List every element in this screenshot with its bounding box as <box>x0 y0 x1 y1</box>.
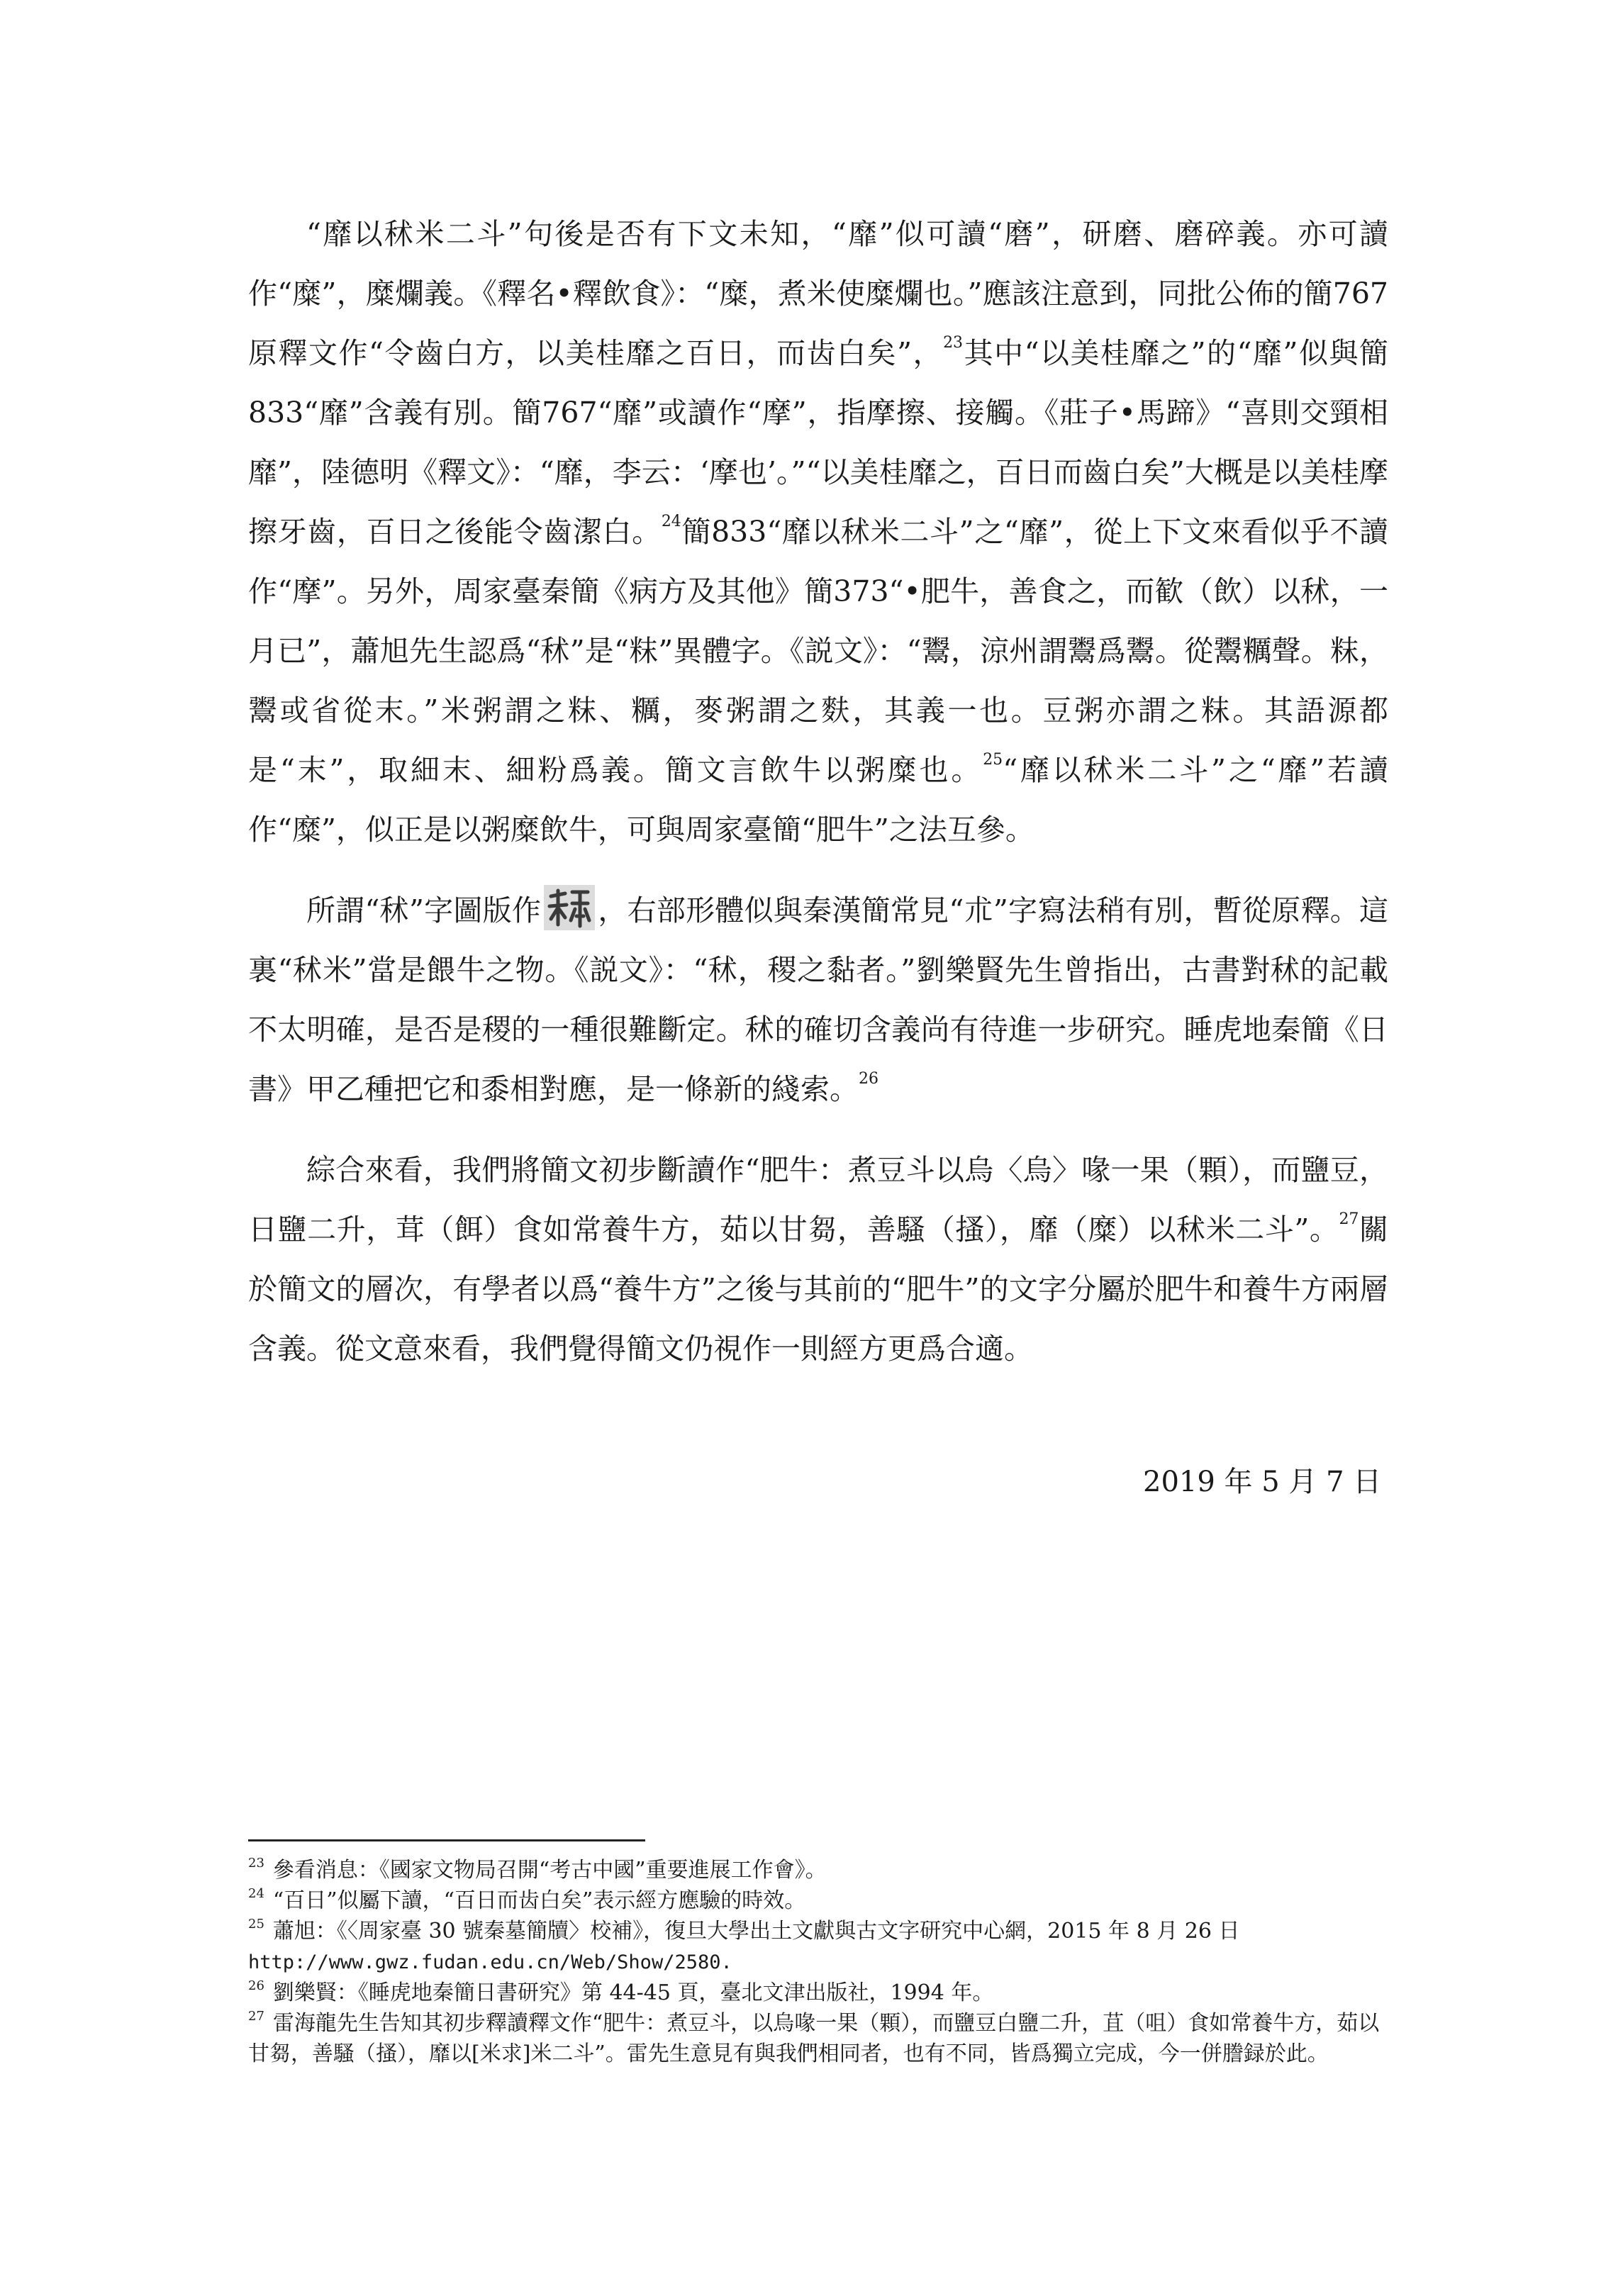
footnote-ref: 27 <box>1339 1210 1359 1228</box>
footnote-rule <box>248 1839 645 1841</box>
footnote-number: 25 <box>248 1917 264 1932</box>
text-run: “靡以秫米二斗”之“靡”若讀作“糜”，似正是以粥糜飲牛，可與周家臺簡“肥牛”之法互參。 <box>248 753 1389 847</box>
paragraph-3 <box>248 1140 1388 1378</box>
text-run: ，右部形體似與秦漢簡常見“朮”字寫法稍有別，暫從原釋。這裏“秫米”當是餵牛之物。《説文》：“秫，稷之黏者。”劉樂賢先生曾指出，古書對秫的記載不太明確，是否是稷的一種很難斷定。秫的確切含義尚有待進一步研究。睡虎地秦簡《日書》甲乙種把它和黍相對應，是一條新的綫索。 <box>248 893 1389 1106</box>
footnote-text: 雷海龍先生告知其初步釋讀釋文作“肥牛：煮豆斗，以烏喙一果（顆），而鹽豆白鹽二升，苴（咀）食如常養牛方，茹以甘芻，善騷（搔），靡以[米求]米二斗”。雷先生意見有與我們相同者，也有不同，皆爲獨立完成，今一併謄録於此。 <box>248 2011 1380 2066</box>
footnote-25 <box>248 1916 1390 1978</box>
footnote-text: “百日”似屬下讀，“百日而齿白矣”表示經方應驗的時效。 <box>272 1888 806 1913</box>
footnote-27 <box>248 2008 1390 2069</box>
footnote-23 <box>248 1855 1390 1885</box>
shu-character-image <box>544 885 595 930</box>
footnote-ref: 23 <box>943 334 964 352</box>
footnote-24 <box>248 1885 1390 1916</box>
text-run: “靡以秫米二斗”句後是否有下文未知，“靡”似可讀“磨”，研磨、磨碎義。亦可讀作“糜”，糜爛義。《釋名•釋飲食》：“糜，煮米使糜爛也。”應該注意到，同批公佈的簡767原釋文作“令齒白方，以美桂靡之百日，而齿白矣”， <box>248 217 1388 370</box>
footnote-number: 27 <box>248 2009 264 2024</box>
text-run: 其中“以美桂靡之”的“靡”似與簡833“靡”含義有別。簡767“靡”或讀作“摩”，指摩擦、接觸。《莊子•馬蹄》“喜則交頸相靡”，陸德明《釋文》：“靡，李云：‘摩也’。”“以美桂靡之，百日而齒白矣”大概是以美桂摩擦牙齒，百日之後能令齒潔白。 <box>248 336 1388 549</box>
paragraph-1 <box>248 204 1388 859</box>
footnote-text: 劉樂賢：《睡虎地秦簡日書研究》第 44-45 頁，臺北文津出版社，1994 年。 <box>272 1980 994 2005</box>
footnote-text: 蕭旭：《〈周家臺 30 號秦墓簡牘〉校補》，復旦大學出土文獻與古文字研究中心網，2015 年 8 月 26 日 <box>272 1919 1240 1944</box>
document-date: 2019 年 5 月 7 日 <box>1143 1466 1382 1498</box>
footnote-number: 24 <box>248 1886 264 1901</box>
text-run: 簡833“靡以秫米二斗”之“靡”，從上下文來看似乎不讀作“摩”。另外，周家臺秦簡《病方及其他》簡373“•肥牛，善食之，而歓（飲）以秫，一月已”，蕭旭先生認爲“秫”是“粖”異體字。《説文》：“鬻，涼州謂鬻爲鬻。從鬻糲聲。粖，鬻或省從末。”米粥謂之粖、糲，麥粥謂之麩，其義一也。豆粥亦謂之粖。其語源都是“末”，取細末、細粉爲義。簡文言飲牛以粥糜也。 <box>248 515 1388 787</box>
text-run: 所謂“秫”字圖版作 <box>306 893 542 927</box>
footnote-ref: 25 <box>983 751 1003 769</box>
text-run: 關於簡文的層次，有學者以爲“養牛方”之後与其前的“肥牛”的文字分屬於肥牛和養牛方兩層含義。從文意來看，我們覺得簡文仍視作一則經方更爲合適。 <box>248 1213 1388 1366</box>
footnote-ref: 26 <box>859 1070 879 1088</box>
footnotes <box>248 1855 1390 2069</box>
text-run: 綜合來看，我們將簡文初步斷讀作“肥牛：煮豆斗以烏〈烏〉喙一果（顆），而鹽豆，日鹽二升，茸（餌）食如常養牛方，茹以甘芻，善騷（搔），靡（糜）以秫米二斗”。 <box>248 1153 1388 1247</box>
footnote-url[interactable]: http://www.gwz.fudan.edu.cn/Web/Show/2580. <box>248 1951 732 1973</box>
footnote-number: 26 <box>248 1978 264 1993</box>
paragraph-2 <box>248 881 1388 1119</box>
footnote-number: 23 <box>248 1856 264 1871</box>
main-text <box>248 204 1388 1378</box>
footnote-26 <box>248 1978 1390 2008</box>
footnote-ref: 24 <box>661 513 681 530</box>
footnote-text: 參看消息：《國家文物局召開“考古中國”重要進展工作會》。 <box>272 1858 827 1883</box>
